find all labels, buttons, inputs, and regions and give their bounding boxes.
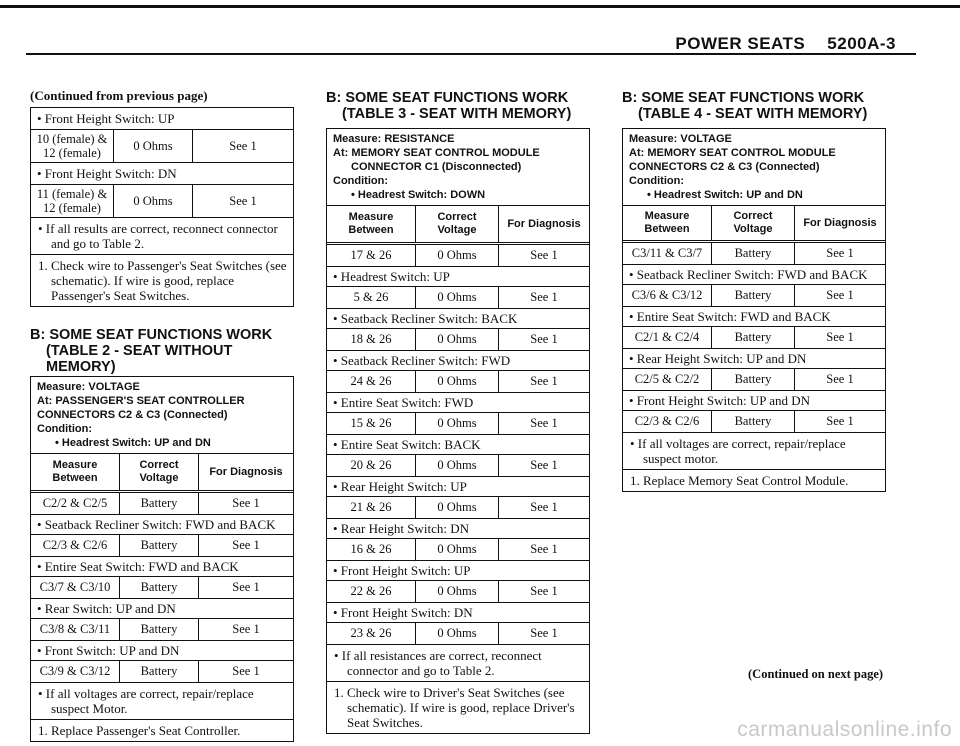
table-cell: Battery xyxy=(712,369,795,390)
table-cell: 5 & 26 xyxy=(327,287,416,308)
table-row-condition: • Rear Height Switch: UP xyxy=(327,477,589,497)
table-cell: 0 Ohms xyxy=(416,497,499,518)
header-rule xyxy=(26,53,916,55)
table-row-condition: • Seatback Recliner Switch: BACK xyxy=(327,309,589,329)
table-cell: 0 Ohms xyxy=(416,371,499,392)
table-cell: See 1 xyxy=(530,500,558,514)
table-cell: Battery xyxy=(712,285,795,306)
table-row xyxy=(623,285,885,307)
note-bullet: • If all resistances are correct, reconnect connector and go to Table 2. xyxy=(327,644,589,682)
table-row xyxy=(327,371,589,393)
condition-label: Condition: xyxy=(629,175,684,187)
table-cell: See 1 xyxy=(229,193,257,208)
table-cell: See 1 xyxy=(826,414,854,428)
table-row-condition: • Rear Height Switch: DN xyxy=(327,519,589,539)
table-cell: See 1 xyxy=(530,542,558,556)
table-cell: C3/9 & C3/12 xyxy=(31,661,120,682)
table-row xyxy=(623,243,885,265)
section-title-line: B: SOME SEAT FUNCTIONS WORK xyxy=(622,90,865,106)
condition-label: Condition: xyxy=(37,423,92,435)
table-cell: Battery xyxy=(712,243,795,264)
table-cell: C2/5 & C2/2 xyxy=(623,369,712,390)
column-header: Measure Between xyxy=(31,454,120,490)
connector-label: CONNECTORS C2 & C3 (Connected) xyxy=(37,409,228,421)
table-cell: See 1 xyxy=(530,290,558,304)
table-cell: 21 & 26 xyxy=(327,497,416,518)
measure-label: Measure: RESISTANCE xyxy=(333,133,455,145)
table-cell: See 1 xyxy=(826,288,854,302)
left-table-1 xyxy=(30,107,294,307)
at-label: At: MEMORY SEAT CONTROL MODULE xyxy=(333,147,540,159)
table-cell: See 1 xyxy=(530,374,558,388)
table-row-condition: • Seatback Recliner Switch: FWD and BACK xyxy=(31,515,293,535)
table-row-condition: • Front Height Switch: DN xyxy=(327,603,589,623)
table-cell: 0 Ohms xyxy=(416,623,499,644)
table-cell: Battery xyxy=(120,535,199,556)
middle-table xyxy=(326,128,590,734)
table-cell: 24 & 26 xyxy=(327,371,416,392)
table-row xyxy=(31,577,293,599)
table-conditions xyxy=(31,377,293,454)
column-header: Measure Between xyxy=(623,206,712,240)
table-cell: See 1 xyxy=(232,580,260,594)
right-column xyxy=(622,90,886,492)
table-cell: See 1 xyxy=(826,246,854,260)
table-cell: 0 Ohms xyxy=(416,581,499,602)
table-cell: 18 & 26 xyxy=(327,329,416,350)
note-bullet: • If all voltages are correct, repair/replace suspect Motor. xyxy=(31,682,293,720)
table-row xyxy=(623,327,885,349)
table-row xyxy=(327,329,589,351)
table-conditions xyxy=(327,129,589,206)
table-cell: 0 Ohms xyxy=(416,539,499,560)
table-row-condition: • Headrest Switch: UP xyxy=(327,267,589,287)
continued-from-label: (Continued from previous page) xyxy=(30,88,208,103)
section-title-line: MEMORY) xyxy=(46,359,116,375)
note-numbered: 1. Replace Memory Seat Control Module. xyxy=(630,473,849,488)
table-cell: Battery xyxy=(712,327,795,348)
header-title: POWER SEATS xyxy=(675,34,806,53)
column-header: Correct Voltage xyxy=(120,454,199,490)
note-numbered: 1. Replace Passenger's Seat Controller. xyxy=(38,723,241,738)
condition-value: • Headrest Switch: DOWN xyxy=(351,189,486,201)
page-header xyxy=(675,34,896,54)
table-row xyxy=(327,413,589,435)
table-row-condition: • Front Height Switch: UP and DN xyxy=(623,391,885,411)
table-cell: See 1 xyxy=(232,664,260,678)
left-table-2 xyxy=(30,376,294,742)
table-cell: See 1 xyxy=(530,626,558,640)
table-cell: See 1 xyxy=(229,138,257,153)
table-cell: 23 & 26 xyxy=(327,623,416,644)
table-cell: See 1 xyxy=(530,458,558,472)
table-row-condition: • Front Switch: UP and DN xyxy=(31,641,293,661)
table-cell: C2/3 & C2/6 xyxy=(623,411,712,432)
table-row xyxy=(327,455,589,477)
connector-label: CONNECTOR C1 (Disconnected) xyxy=(351,161,522,173)
table-cell: C2/2 & C2/5 xyxy=(31,493,120,514)
note-bullet: • If all voltages are correct, repair/replace suspect motor. xyxy=(623,432,885,470)
table-cell: 11 (female) & 12 (female) xyxy=(31,185,114,217)
table-cell: See 1 xyxy=(530,584,558,598)
table-cell: Battery xyxy=(120,493,199,514)
table-cell: C3/8 & C3/11 xyxy=(31,619,120,640)
note-bullet: • If all results are correct, reconnect connector and go to Table 2. xyxy=(31,218,293,255)
table-cell: Battery xyxy=(120,577,199,598)
table-row xyxy=(327,497,589,519)
table-row xyxy=(31,185,293,218)
table-row xyxy=(327,623,589,644)
continued-next-label: (Continued on next page) xyxy=(748,667,884,681)
table-row-condition: • Rear Switch: UP and DN xyxy=(31,599,293,619)
table-conditions xyxy=(623,129,885,206)
table-cell: See 1 xyxy=(232,538,260,552)
top-border-line xyxy=(0,5,960,8)
section-title xyxy=(326,90,590,122)
table-cell: Battery xyxy=(120,619,199,640)
measure-label: Measure: VOLTAGE xyxy=(37,381,140,393)
measure-label: Measure: VOLTAGE xyxy=(629,133,732,145)
section-title-line: (TABLE 3 - SEAT WITH MEMORY) xyxy=(342,106,572,122)
table-cell: 22 & 26 xyxy=(327,581,416,602)
table-row-condition: • Front Height Switch: UP xyxy=(327,561,589,581)
table-row xyxy=(31,535,293,557)
table-cell: 15 & 26 xyxy=(327,413,416,434)
right-table xyxy=(622,128,886,492)
table-row xyxy=(327,245,589,267)
table-cell: 17 & 26 xyxy=(327,245,416,266)
table-row-condition: • Seatback Recliner Switch: FWD xyxy=(327,351,589,371)
table-cell: 0 Ohms xyxy=(114,130,193,162)
table-row xyxy=(327,581,589,603)
table-row xyxy=(31,493,293,515)
section-title-line: B: SOME SEAT FUNCTIONS WORK xyxy=(326,90,569,106)
table-row-condition: • Entire Seat Switch: BACK xyxy=(327,435,589,455)
table-header xyxy=(327,206,589,245)
section-title-line: B: SOME SEAT FUNCTIONS WORK xyxy=(30,327,273,343)
table-cell: Battery xyxy=(120,661,199,682)
condition-value: • Headrest Switch: UP and DN xyxy=(647,189,803,201)
table-cell: See 1 xyxy=(530,416,558,430)
table-row xyxy=(623,411,885,432)
middle-column xyxy=(326,90,590,734)
table-cell: 0 Ohms xyxy=(114,185,193,217)
table-cell: See 1 xyxy=(826,372,854,386)
column-header: Correct Voltage xyxy=(712,206,795,240)
table-row xyxy=(327,539,589,561)
column-header: For Diagnosis xyxy=(507,217,581,230)
table-row-condition: • Entire Seat Switch: FWD and BACK xyxy=(623,307,885,327)
section-title-line: (TABLE 4 - SEAT WITH MEMORY) xyxy=(638,106,868,122)
table-cell: C2/1 & C2/4 xyxy=(623,327,712,348)
table-row xyxy=(327,287,589,309)
table-cell: See 1 xyxy=(530,332,558,346)
table-cell: C3/6 & C3/12 xyxy=(623,285,712,306)
table-cell: C3/7 & C3/10 xyxy=(31,577,120,598)
note-numbered: 1. Check wire to Driver's Seat Switches (see schematic). If wire is good, replace Driver's Seat Switches. xyxy=(334,685,575,730)
column-header: Measure Between xyxy=(327,206,416,242)
left-column xyxy=(30,88,294,742)
table-row xyxy=(623,369,885,391)
table-row-condition: • Entire Seat Switch: FWD and BACK xyxy=(31,557,293,577)
column-header: Correct Voltage xyxy=(416,206,499,242)
condition-value: • Headrest Switch: UP and DN xyxy=(55,437,211,449)
at-label: At: PASSENGER'S SEAT CONTROLLER xyxy=(37,395,245,407)
table-row xyxy=(31,661,293,682)
table-cell: See 1 xyxy=(232,496,260,510)
table-row-condition: • Entire Seat Switch: FWD xyxy=(327,393,589,413)
table-row-condition: • Rear Height Switch: UP and DN xyxy=(623,349,885,369)
table-cell: See 1 xyxy=(530,248,558,262)
header-code: 5200A-3 xyxy=(827,34,896,53)
section-title-line: (TABLE 2 - SEAT WITHOUT xyxy=(46,343,233,359)
section-title xyxy=(622,90,886,122)
table-cell: 20 & 26 xyxy=(327,455,416,476)
table-row-condition: • Seatback Recliner Switch: FWD and BACK xyxy=(623,265,885,285)
table-cell: 0 Ohms xyxy=(416,287,499,308)
table-cell: 0 Ohms xyxy=(416,329,499,350)
table-row: • Front Height Switch: UP xyxy=(31,108,293,130)
column-header: For Diagnosis xyxy=(209,465,283,478)
table-cell: 0 Ohms xyxy=(416,455,499,476)
table-cell: See 1 xyxy=(232,622,260,636)
table-cell: Battery xyxy=(712,411,795,432)
note-numbered: 1. Check wire to Passenger's Seat Switches (see schematic). If wire is good, replace Passenger's Seat Switches. xyxy=(38,258,287,303)
at-label: At: MEMORY SEAT CONTROL MODULE xyxy=(629,147,836,159)
table-cell: 0 Ohms xyxy=(416,413,499,434)
table-cell: C3/11 & C3/7 xyxy=(623,243,712,264)
table-cell: See 1 xyxy=(826,330,854,344)
table-header xyxy=(623,206,885,243)
column-header: For Diagnosis xyxy=(803,216,877,229)
table-cell: C2/3 & C2/6 xyxy=(31,535,120,556)
section-title xyxy=(30,327,294,375)
table-row xyxy=(31,619,293,641)
watermark-text: carmanualsonline.info xyxy=(737,718,952,741)
table-row xyxy=(31,130,293,163)
table-header xyxy=(31,454,293,493)
connector-label: CONNECTORS C2 & C3 (Connected) xyxy=(629,161,820,173)
table-row: • Front Height Switch: DN xyxy=(31,163,293,185)
table-cell: 10 (female) & 12 (female) xyxy=(31,130,114,162)
table-cell: 16 & 26 xyxy=(327,539,416,560)
table-cell: 0 Ohms xyxy=(416,245,499,266)
condition-label: Condition: xyxy=(333,175,388,187)
